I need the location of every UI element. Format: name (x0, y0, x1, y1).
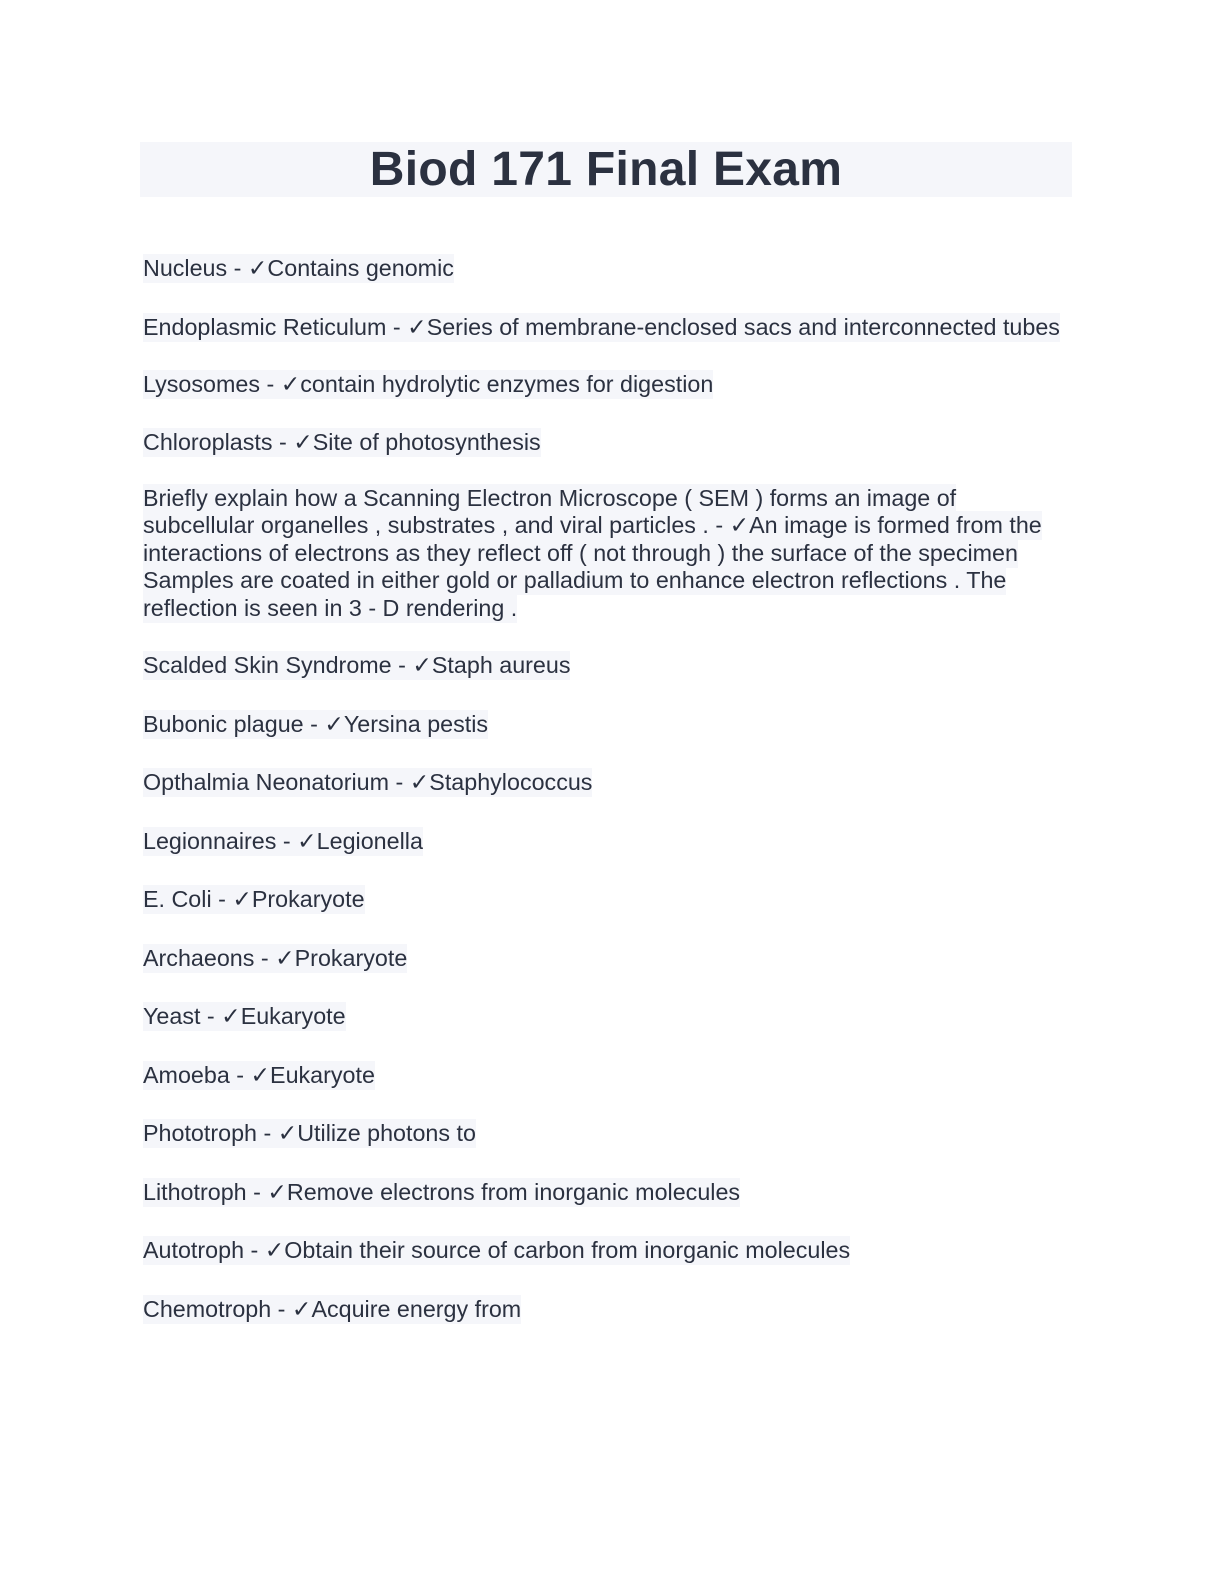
answer: Eukaryote (270, 1061, 375, 1088)
answer: contain hydrolytic enzymes for digestion (300, 370, 714, 397)
list-item: E. Coli - ✓Prokaryote (143, 886, 365, 912)
answer: Prokaryote (251, 886, 365, 912)
term: Yeast (143, 1003, 201, 1029)
list-item: Amoeba - ✓Eukaryote (143, 1061, 375, 1088)
answer: Legionella (316, 827, 423, 854)
term: Legionnaires (143, 827, 277, 854)
answer: Staph aureus (431, 652, 571, 678)
answer: Contains genomic (267, 255, 454, 281)
term: Briefly explain how a Scanning Electron Microscope ( SEM ) forms an image of subcellular organelles , substrates , and viral particles . (143, 484, 957, 538)
check-mark-icon: ✓ (221, 1003, 241, 1029)
term: Opthalmia Neonatorium (143, 769, 390, 795)
check-mark-icon: ✓ (250, 1061, 271, 1088)
page-title: Biod 171 Final Exam (369, 142, 843, 196)
check-mark-icon: ✓ (324, 710, 344, 737)
answer: Acquire energy from (311, 1295, 522, 1322)
check-mark-icon: ✓ (277, 1120, 298, 1146)
list-item: Lithotroph - ✓Remove electrons from inorganic molecules (143, 1178, 741, 1205)
check-mark-icon: ✓ (729, 512, 750, 538)
term: Lithotroph (143, 1178, 247, 1205)
term: Bubonic plague (143, 710, 304, 737)
flashcard-list (143, 254, 1073, 1353)
check-mark-icon: ✓ (247, 255, 268, 281)
list-item: Archaeons - ✓Prokaryote (143, 944, 408, 971)
term: Archaeons (143, 944, 255, 971)
check-mark-icon: ✓ (291, 1295, 312, 1322)
answer: Staphylococcus (429, 769, 593, 795)
list-item: Chemotroph - ✓Acquire energy from (143, 1295, 522, 1322)
term: Amoeba (143, 1061, 230, 1088)
answer: Prokaryote (294, 944, 408, 971)
answer: Site of photosynthesis (312, 429, 541, 455)
answer: Eukaryote (240, 1003, 346, 1029)
list-item: Autotroph - ✓Obtain their source of carbon from inorganic molecules (143, 1237, 851, 1263)
list-item: Chloroplasts - ✓Site of photosynthesis (143, 429, 541, 455)
answer: Utilize photons to (297, 1120, 476, 1146)
term: Lysosomes (143, 370, 260, 397)
term: Scalded Skin Syndrome (143, 652, 392, 678)
check-mark-icon: ✓ (275, 944, 295, 971)
term: Nucleus (143, 255, 228, 281)
check-mark-icon: ✓ (264, 1237, 285, 1263)
answer: Yersina pestis (343, 710, 489, 737)
answer: Remove electrons from inorganic molecules (286, 1178, 741, 1205)
list-item: Phototroph - ✓Utilize photons to (143, 1120, 476, 1146)
list-item: Yeast - ✓Eukaryote (143, 1003, 346, 1029)
list-item: Briefly explain how a Scanning Electron Microscope ( SEM ) forms an image of subcellular organelles , substrates , and viral particles . - ✓An image is formed from the interactions of electrons as they reflect off ( not through ) the surface of the specimen Samples are coated in either gold or palladium to enhance electron reflections . The reflection is seen in 3 - D rendering . (143, 484, 1042, 621)
check-mark-icon: ✓ (297, 827, 317, 854)
term: Phototroph (143, 1120, 257, 1146)
answer: Series of membrane-enclosed sacs and interconnected tubes (426, 313, 1060, 340)
list-item: Nucleus - ✓Contains genomic (143, 255, 454, 281)
check-mark-icon: ✓ (293, 429, 313, 455)
list-item: Bubonic plague - ✓Yersina pestis (143, 710, 489, 737)
answer: An image is formed from the interactions of electrons as they reflect off ( not through ) the surface of the specimen Samples are coated in either gold or palladium to enhance electron reflections . The reflection is seen in 3 - D rendering . (143, 512, 1042, 621)
check-mark-icon: ✓ (409, 769, 430, 795)
check-mark-icon: ✓ (280, 370, 301, 397)
list-item: Endoplasmic Reticulum - ✓Series of membrane-enclosed sacs and interconnected tubes (143, 313, 1060, 340)
list-item: Scalded Skin Syndrome - ✓Staph aureus (143, 652, 571, 678)
term: E. Coli (143, 886, 212, 912)
term: Autotroph (143, 1237, 245, 1263)
term: Chloroplasts (143, 429, 273, 455)
check-mark-icon: ✓ (407, 313, 427, 340)
check-mark-icon: ✓ (232, 886, 252, 912)
list-item: Legionnaires - ✓Legionella (143, 827, 423, 854)
answer: Obtain their source of carbon from inorganic molecules (284, 1237, 851, 1263)
list-item: Opthalmia Neonatorium - ✓Staphylococcus (143, 769, 593, 795)
check-mark-icon: ✓ (412, 652, 432, 678)
list-item: Lysosomes - ✓contain hydrolytic enzymes for digestion (143, 370, 714, 397)
term: Chemotroph (143, 1295, 272, 1322)
check-mark-icon: ✓ (267, 1178, 287, 1205)
title-banner (140, 142, 1072, 197)
term: Endoplasmic Reticulum (143, 313, 387, 340)
